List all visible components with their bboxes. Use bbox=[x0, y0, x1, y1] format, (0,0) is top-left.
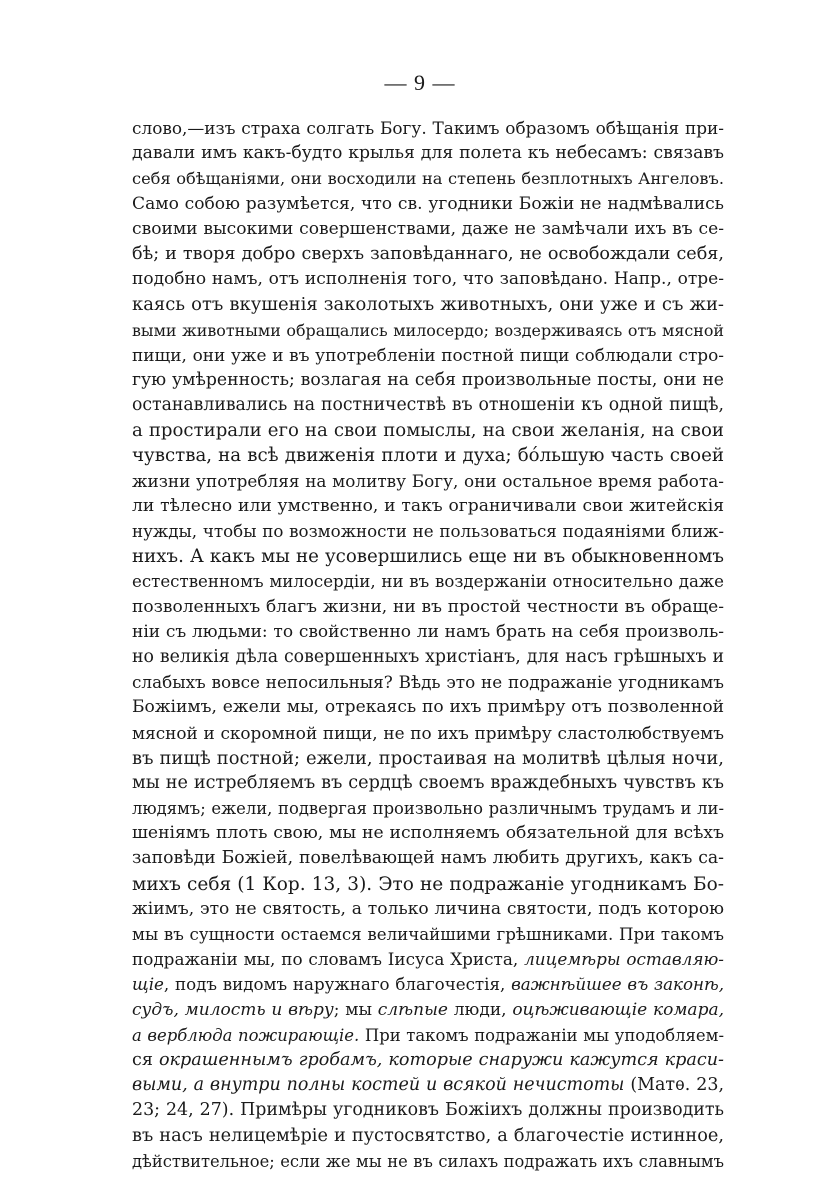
text-line bbox=[132, 418, 724, 443]
text-segment: давали имъ какъ-будто крылья для полета къ небесамъ: связавъ bbox=[132, 143, 724, 164]
italic-text: лицемѣры оставляю- bbox=[524, 949, 724, 970]
text-segment: люди, bbox=[447, 999, 513, 1020]
text-segment: своими высокими совершенствами, даже не замѣчали ихъ въ се- bbox=[132, 218, 724, 239]
text-line bbox=[132, 670, 724, 695]
text-segment: людямъ; ежели, подвергая произвольно различнымъ трудамъ и ли- bbox=[132, 799, 724, 819]
text-segment: жіимъ, это не святость, а только личина святости, подъ которою bbox=[132, 898, 724, 919]
text-line bbox=[132, 343, 724, 368]
text-segment: пищи, они уже и въ употребленіи постной пищи соблюдали стро- bbox=[132, 344, 724, 365]
italic-text: слѣпые bbox=[377, 999, 448, 1020]
text-segment: естественномъ милосердіи, ни въ воздержаніи относительно даже bbox=[132, 572, 724, 592]
text-line bbox=[132, 141, 724, 166]
text-line bbox=[132, 645, 724, 670]
text-line bbox=[132, 166, 724, 191]
text-line bbox=[132, 393, 724, 418]
text-segment: выми животными обращались милосердо; воздерживаясь отъ мясной bbox=[132, 320, 724, 340]
italic-text: окрашеннымъ гробамъ, которые снаружи кажутся краси- bbox=[158, 1049, 724, 1070]
text-line bbox=[132, 846, 724, 871]
text-line bbox=[132, 318, 724, 343]
text-segment: подражаніи мы, по словамъ Іисуса Христа, bbox=[132, 949, 525, 970]
text-segment: мы не истребляемъ въ сердцѣ своемъ враждебныхъ чувствъ къ bbox=[132, 772, 724, 793]
text-line bbox=[132, 821, 724, 846]
italic-text: важнѣйшее въ законѣ, bbox=[511, 975, 725, 995]
text-line bbox=[132, 595, 724, 620]
text-segment: слово,—изъ страха солгать Богу. Такимъ образомъ обѣщанія при- bbox=[132, 118, 724, 138]
italic-text: судъ, милость и вѣру bbox=[132, 999, 334, 1020]
text-segment: нужды, чтобы по возможности не пользоваться подаяніями ближ- bbox=[132, 522, 724, 541]
text-segment: нихъ. А какъ мы не усовершились еще ни въ обыкновенномъ bbox=[132, 546, 724, 568]
text-segment: ; мы bbox=[333, 999, 378, 1020]
text-line bbox=[132, 192, 724, 217]
text-line bbox=[132, 1073, 724, 1098]
text-line bbox=[132, 998, 724, 1023]
text-segment: слабыхъ вовсе непосильныя? Вѣдь это не подражаніе угодникамъ bbox=[132, 672, 724, 693]
text-segment: Божіимъ, ежели мы, отрекаясь по ихъ примѣру отъ позволенной bbox=[132, 697, 724, 718]
italic-text: щіе bbox=[132, 975, 164, 995]
text-line bbox=[132, 443, 724, 468]
text-segment: а простирали его на свои помыслы, на свои желанія, на свои bbox=[132, 420, 724, 442]
text-line bbox=[132, 469, 724, 494]
italic-text: оцѣживающіе комара, bbox=[512, 999, 724, 1020]
text-line bbox=[132, 1124, 724, 1149]
text-segment: При такомъ подражаніи мы уподобляем- bbox=[359, 1025, 724, 1045]
text-line bbox=[132, 922, 724, 947]
text-segment: гую умѣренность; возлагая на себя произвольные посты, они не bbox=[132, 369, 724, 390]
text-line bbox=[132, 872, 724, 897]
text-line bbox=[132, 972, 724, 997]
text-line bbox=[132, 947, 724, 972]
text-line bbox=[132, 746, 724, 771]
text-segment: Само собою разумѣется, что св. угодники Божіи не надмѣвались bbox=[132, 193, 724, 214]
text-line bbox=[132, 1149, 724, 1174]
text-segment: михъ себя (1 Кор. 13, 3). Это не подражаніе угодникамъ Бо- bbox=[132, 873, 724, 895]
text-line bbox=[132, 494, 724, 519]
text-line bbox=[132, 217, 724, 242]
text-segment: бѣ; и творя добро сверхъ заповѣданнаго, не освобождали себя, bbox=[132, 243, 724, 264]
text-segment: мясной и скоромной пищи, не по ихъ примѣру сластолюбствуемъ bbox=[132, 722, 724, 743]
text-line bbox=[132, 519, 724, 544]
text-line bbox=[132, 242, 724, 267]
text-line bbox=[132, 620, 724, 645]
text-line bbox=[132, 267, 724, 292]
text-segment: чувства, на всѣ движенія плоти и духа; бóльшую часть своей bbox=[132, 445, 724, 467]
text-segment: но великія дѣла совершенныхъ христіанъ, для насъ грѣшныхъ и bbox=[132, 646, 724, 667]
text-segment: (Матѳ. 23, bbox=[624, 1075, 724, 1096]
page-number: — 9 — bbox=[384, 70, 456, 95]
text-segment: себя обѣщаніями, они восходили на степень безплотныхъ Ангеловъ. bbox=[132, 169, 724, 189]
text-segment: жизни употребляя на молитву Богу, они остальное время работа- bbox=[132, 470, 724, 491]
text-line bbox=[132, 292, 724, 317]
text-segment: , подъ видомъ наружнаго благочестія, bbox=[163, 975, 512, 995]
body-text bbox=[132, 116, 724, 1174]
text-line bbox=[132, 368, 724, 393]
text-line bbox=[132, 1098, 724, 1123]
text-segment: подобно намъ, отъ исполненія того, что заповѣдано. Напр., отре- bbox=[132, 269, 724, 290]
text-segment: ніи съ людьми: то свойственно ли намъ брать на себя произволь- bbox=[132, 621, 724, 642]
text-line bbox=[132, 695, 724, 720]
text-segment: въ пищѣ постной; ежели, простаивая на молитвѣ цѣлыя ночи, bbox=[132, 747, 724, 769]
text-line bbox=[132, 721, 724, 746]
text-segment: шеніямъ плоть свою, мы не исполняемъ обязательной для всѣхъ bbox=[132, 823, 724, 844]
text-segment: въ насъ нелицемѣріе и пустосвятство, а благочестіе истинное, bbox=[132, 1125, 724, 1146]
text-segment: каясь отъ вкушенія заколотыхъ животныхъ, они уже и съ жи- bbox=[132, 294, 724, 316]
italic-text: а верблюда пожирающіе. bbox=[132, 1025, 360, 1045]
text-line bbox=[132, 1048, 724, 1073]
text-line bbox=[132, 771, 724, 796]
text-line bbox=[132, 796, 724, 821]
text-segment: ли тѣлесно или умственно, и такъ ограничивали свои житейскія bbox=[132, 495, 724, 516]
italic-text: выми, а внутри полны костей и всякой нечистоты bbox=[132, 1075, 625, 1096]
text-line bbox=[132, 544, 724, 569]
text-segment: позволенныхъ благъ жизни, ни въ простой честности въ обраще- bbox=[132, 596, 724, 617]
text-segment: дѣйствительное; если же мы не въ силахъ подражать ихъ славнымъ bbox=[132, 1151, 724, 1171]
text-line bbox=[132, 116, 724, 141]
text-segment: заповѣди Божіей, повелѣвающей намъ любить другихъ, какъ са- bbox=[132, 848, 724, 869]
text-segment: мы въ сущности остаемся величайшими грѣшниками. При такомъ bbox=[132, 925, 724, 944]
text-segment: останавливались на постничествѣ въ отношеніи къ одной пищѣ, bbox=[132, 395, 724, 416]
text-segment: 23; 24, 27). Примѣры угодниковъ Божіихъ должны производить bbox=[132, 1100, 724, 1121]
text-segment: ся bbox=[132, 1049, 159, 1070]
text-line bbox=[132, 1023, 724, 1048]
text-line bbox=[132, 569, 724, 594]
text-line bbox=[132, 897, 724, 922]
